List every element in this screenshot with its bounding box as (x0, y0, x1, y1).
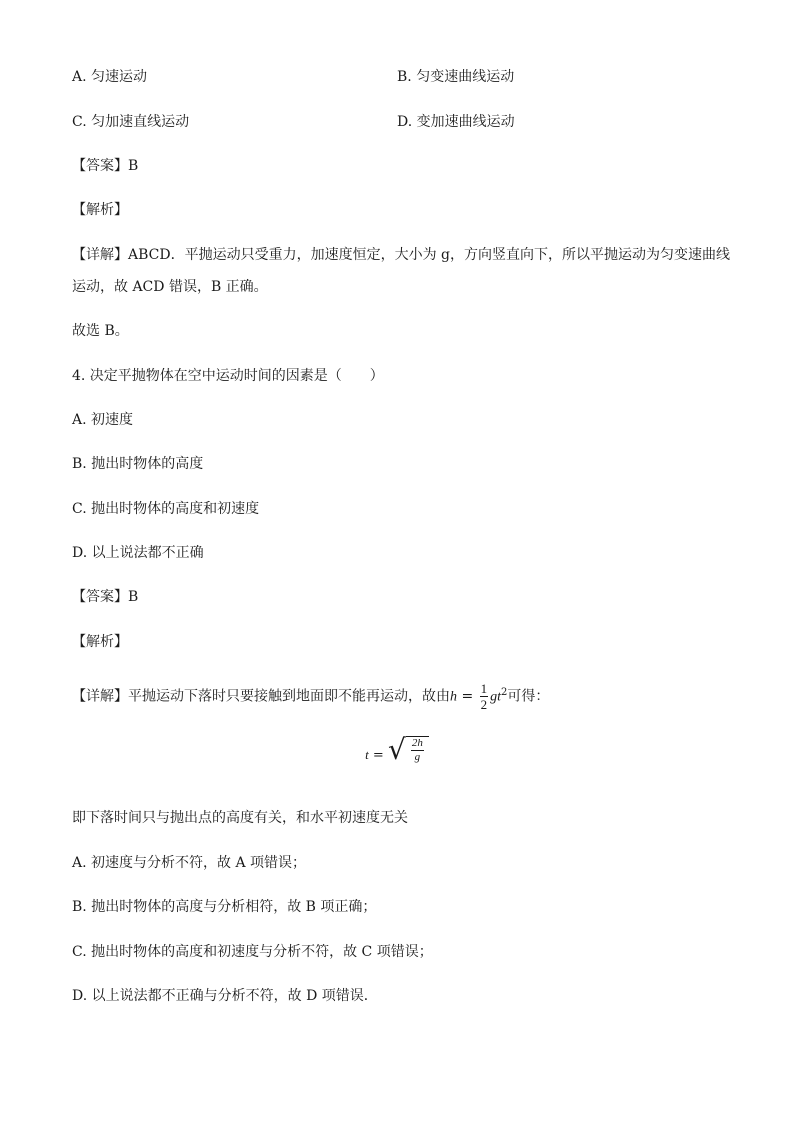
q4-option-c: C. 抛出时物体的高度和初速度 (72, 501, 260, 517)
q4-analysis-a: A. 初速度与分析不符，故 A 项错误； (72, 855, 307, 871)
q3-conclusion: 故选 B。 (72, 323, 129, 339)
center-fraction (411, 737, 424, 764)
q3-option-b: B. 匀变速曲线运动 (397, 69, 515, 85)
q4-option-a: A. 初速度 (72, 412, 134, 428)
center-eq: = (368, 748, 388, 763)
formula-h: h (450, 689, 457, 705)
q4-analysis-label: 【解析】 (72, 634, 128, 650)
center-den: g (414, 751, 421, 763)
center-num: 2h (411, 737, 423, 749)
q4-answer: 【答案】B (72, 589, 139, 605)
q3-detail-line1: 【详解】ABCD．平抛运动只受重力，加速度恒定，大小为 g，方向竖直向下，所以平抛运动为匀变速曲线 (72, 247, 731, 263)
formula-den: 2 (480, 697, 488, 713)
center-t: t (365, 747, 369, 762)
formula-exp: 2 (501, 687, 508, 698)
q4-detail-line (72, 676, 549, 715)
q4-detail-suffix: 可得： (507, 688, 550, 705)
q4-option-b: B. 抛出时物体的高度 (72, 456, 204, 472)
sqrt-symbol-icon: √ (387, 733, 406, 766)
q4-analysis-d: D. 以上说法都不正确与分析不符，故 D 项错误． (72, 988, 378, 1004)
formula-num: 1 (480, 681, 488, 697)
q3-option-a: A. 匀速运动 (72, 69, 148, 85)
formula-eq: = (457, 688, 478, 705)
q4-explain: 即下落时间只与抛出点的高度有关，和水平初速度无关 (72, 810, 408, 826)
q4-detail-prefix: 【详解】平抛运动下落时只要接触到地面即不能再运动，故由 (72, 688, 450, 705)
q3-detail-line2: 运动，故 ACD 错误，B 正确。 (72, 279, 268, 295)
q4-analysis-c: C. 抛出时物体的高度和初速度与分析不符，故 C 项错误； (72, 944, 433, 960)
formula-t: t (497, 689, 502, 705)
q3-analysis-label: 【解析】 (72, 202, 128, 218)
q3-option-c: C. 匀加速直线运动 (72, 114, 190, 130)
formula-fraction (480, 681, 489, 712)
q4-analysis-b: B. 抛出时物体的高度与分析相符，故 B 项正确； (72, 899, 377, 915)
q4-option-d: D. 以上说法都不正确 (72, 545, 204, 561)
sqrt (387, 733, 429, 766)
q4-question: 4. 决定平抛物体在空中运动时间的因素是（ ） (72, 368, 384, 384)
q3-answer: 【答案】B (72, 158, 139, 174)
q3-option-d: D. 变加速曲线运动 (397, 114, 515, 130)
centered-formula (0, 733, 794, 766)
formula-g: g (490, 689, 498, 705)
